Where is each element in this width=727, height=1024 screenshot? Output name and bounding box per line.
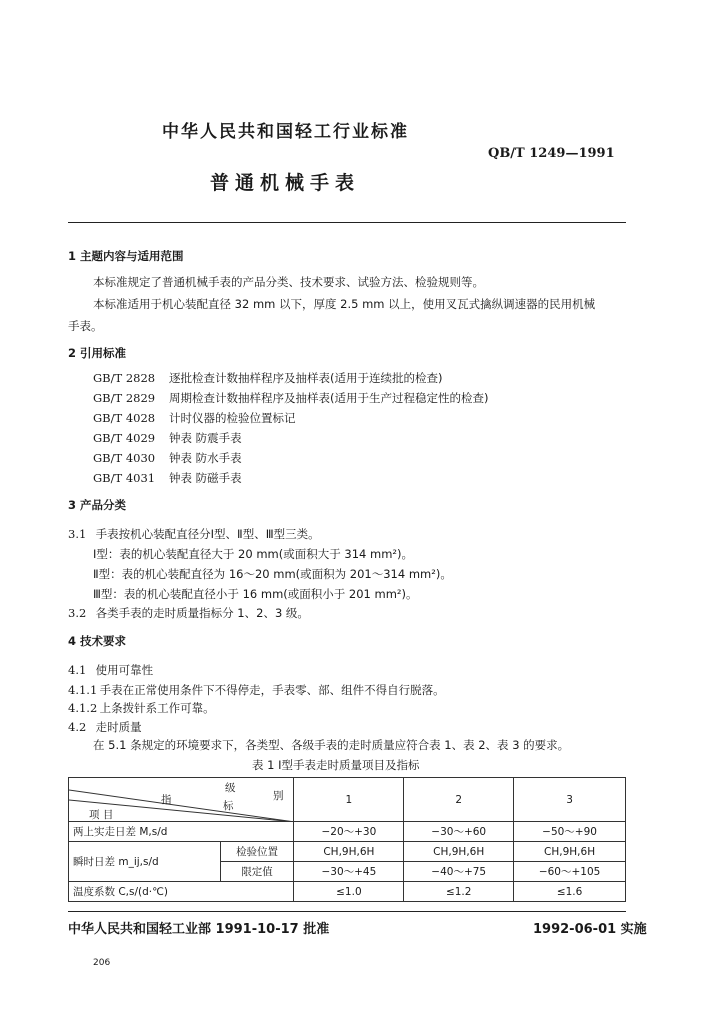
clause-text: 上条拨针系工作可靠。 xyxy=(99,701,215,715)
reference-title: 钟表 防震手表 xyxy=(169,431,242,445)
table-1 xyxy=(68,777,626,902)
clause-4-2 xyxy=(68,719,142,735)
clause-number: 4.2 xyxy=(68,720,87,734)
section-2-heading: 2 引用标准 xyxy=(68,346,127,360)
clause-text: 手表在正常使用条件下不得停走，手表零、部、组件不得自行脱落。 xyxy=(99,683,445,697)
reference-title: 计时仪器的检验位置标记 xyxy=(169,411,296,425)
row-sublabel: 检验位置 xyxy=(220,842,294,862)
header-divider xyxy=(68,222,626,223)
row-label: 两上实走日差 M,s/d xyxy=(69,822,294,842)
reference-item xyxy=(93,390,488,406)
clause-3-2 xyxy=(68,605,309,621)
document-title: 普通机械手表 xyxy=(210,172,361,194)
clause-number: 3.1 xyxy=(68,527,87,541)
table-cell: CH,9H,6H xyxy=(514,842,626,862)
level-header: 1 xyxy=(294,778,404,822)
section-1-para-1: 本标准规定了普通机械手表的产品分类、技术要求、试验方法、检验规则等。 xyxy=(93,275,484,289)
clause-text: 使用可靠性 xyxy=(95,663,154,677)
diagonal-header-cell xyxy=(69,778,294,822)
reference-title: 周期检查计数抽样程序及抽样表(适用于生产过程稳定性的检查) xyxy=(169,391,489,405)
reference-code: GB/T 2829 xyxy=(93,391,156,405)
table-cell: ≤1.2 xyxy=(404,882,514,902)
header-level-char: 级 xyxy=(225,782,236,794)
clause-number: 4.1.2 xyxy=(68,701,98,715)
reference-item xyxy=(93,430,242,446)
row-sublabel: 限定值 xyxy=(220,862,294,882)
table-cell: −30～+60 xyxy=(404,822,514,842)
reference-item xyxy=(93,470,242,486)
table-cell: CH,9H,6H xyxy=(404,842,514,862)
standard-number: QB/T 1249—1991 xyxy=(488,146,615,161)
clause-4-1-2 xyxy=(68,700,215,716)
clause-number: 3.2 xyxy=(68,606,87,620)
clause-text: 走时质量 xyxy=(95,720,142,734)
table-cell: CH,9H,6H xyxy=(294,842,404,862)
type-1-definition: Ⅰ型：表的机心装配直径大于 20 mm(或面积大于 314 mm²)。 xyxy=(93,547,413,561)
table-cell: ≤1.0 xyxy=(294,882,404,902)
table-1-caption: 表 1 Ⅰ型手表走时质量项目及指标 xyxy=(252,758,420,772)
reference-title: 逐批检查计数抽样程序及抽样表(适用于连续批的检查) xyxy=(169,371,443,385)
reference-code: GB/T 4029 xyxy=(93,431,156,445)
clause-text: 各类手表的走时质量指标分 1、2、3 级。 xyxy=(95,606,309,620)
level-header: 3 xyxy=(514,778,626,822)
section-4-heading: 4 技术要求 xyxy=(68,634,127,648)
clause-number: 4.1 xyxy=(68,663,87,677)
type-2-definition: Ⅱ型：表的机心装配直径为 16～20 mm(或面积为 201～314 mm²)。 xyxy=(93,567,452,581)
table-cell: ≤1.6 xyxy=(514,882,626,902)
table-row xyxy=(69,822,626,842)
clause-4-1 xyxy=(68,662,153,678)
page-number: 206 xyxy=(93,958,111,968)
reference-item xyxy=(93,410,296,426)
table-row xyxy=(69,842,626,862)
reference-code: GB/T 4028 xyxy=(93,411,156,425)
section-1-para-2-cont: 手表。 xyxy=(68,319,103,333)
approval-statement: 中华人民共和国轻工业部 1991-10-17 批准 xyxy=(68,922,330,937)
table-header-row xyxy=(69,778,626,822)
reference-item xyxy=(93,450,242,466)
row-label: 温度系数 C,s/(d·℃) xyxy=(69,882,294,902)
reference-code: GB/T 2828 xyxy=(93,371,156,385)
table-cell: −60～+105 xyxy=(514,862,626,882)
table-cell: −30～+45 xyxy=(294,862,404,882)
clause-4-2-para: 在 5.1 条规定的环境要求下，各类型、各级手表的走时质量应符合表 1、表 2、表 3 的要求。 xyxy=(93,738,570,752)
clause-3-1 xyxy=(68,526,320,542)
footer-divider xyxy=(68,911,626,912)
level-header: 2 xyxy=(404,778,514,822)
reference-code: GB/T 4030 xyxy=(93,451,156,465)
reference-item xyxy=(93,370,442,386)
header-bie-char: 别 xyxy=(273,790,284,802)
table-cell: −20～+30 xyxy=(294,822,404,842)
issuing-organization: 中华人民共和国轻工行业标准 xyxy=(162,122,409,142)
table-cell: −50～+90 xyxy=(514,822,626,842)
header-item-label: 项 目 xyxy=(89,809,114,821)
section-1-heading: 1 主题内容与适用范围 xyxy=(68,249,184,263)
reference-title: 钟表 防水手表 xyxy=(169,451,242,465)
reference-title: 钟表 防磁手表 xyxy=(169,471,242,485)
table-row xyxy=(69,882,626,902)
header-biao-char: 标 xyxy=(223,800,234,812)
clause-number: 4.1.1 xyxy=(68,683,98,697)
table-cell: −40～+75 xyxy=(404,862,514,882)
clause-4-1-1 xyxy=(68,682,445,698)
section-1-para-2: 本标准适用于机心装配直径 32 mm 以下，厚度 2.5 mm 以上，使用叉瓦式擒纵调速器的民用机械 xyxy=(93,297,596,311)
clause-text: 手表按机心装配直径分Ⅰ型、Ⅱ型、Ⅲ型三类。 xyxy=(95,527,320,541)
reference-code: GB/T 4031 xyxy=(93,471,156,485)
type-3-definition: Ⅲ型：表的机心装配直径小于 16 mm(或面积小于 201 mm²)。 xyxy=(93,587,418,601)
row-label: 瞬时日差 m_ij,s/d xyxy=(69,842,221,882)
header-zhi-char: 指 xyxy=(161,794,172,806)
implementation-date: 1992-06-01 实施 xyxy=(533,922,647,937)
section-3-heading: 3 产品分类 xyxy=(68,498,127,512)
